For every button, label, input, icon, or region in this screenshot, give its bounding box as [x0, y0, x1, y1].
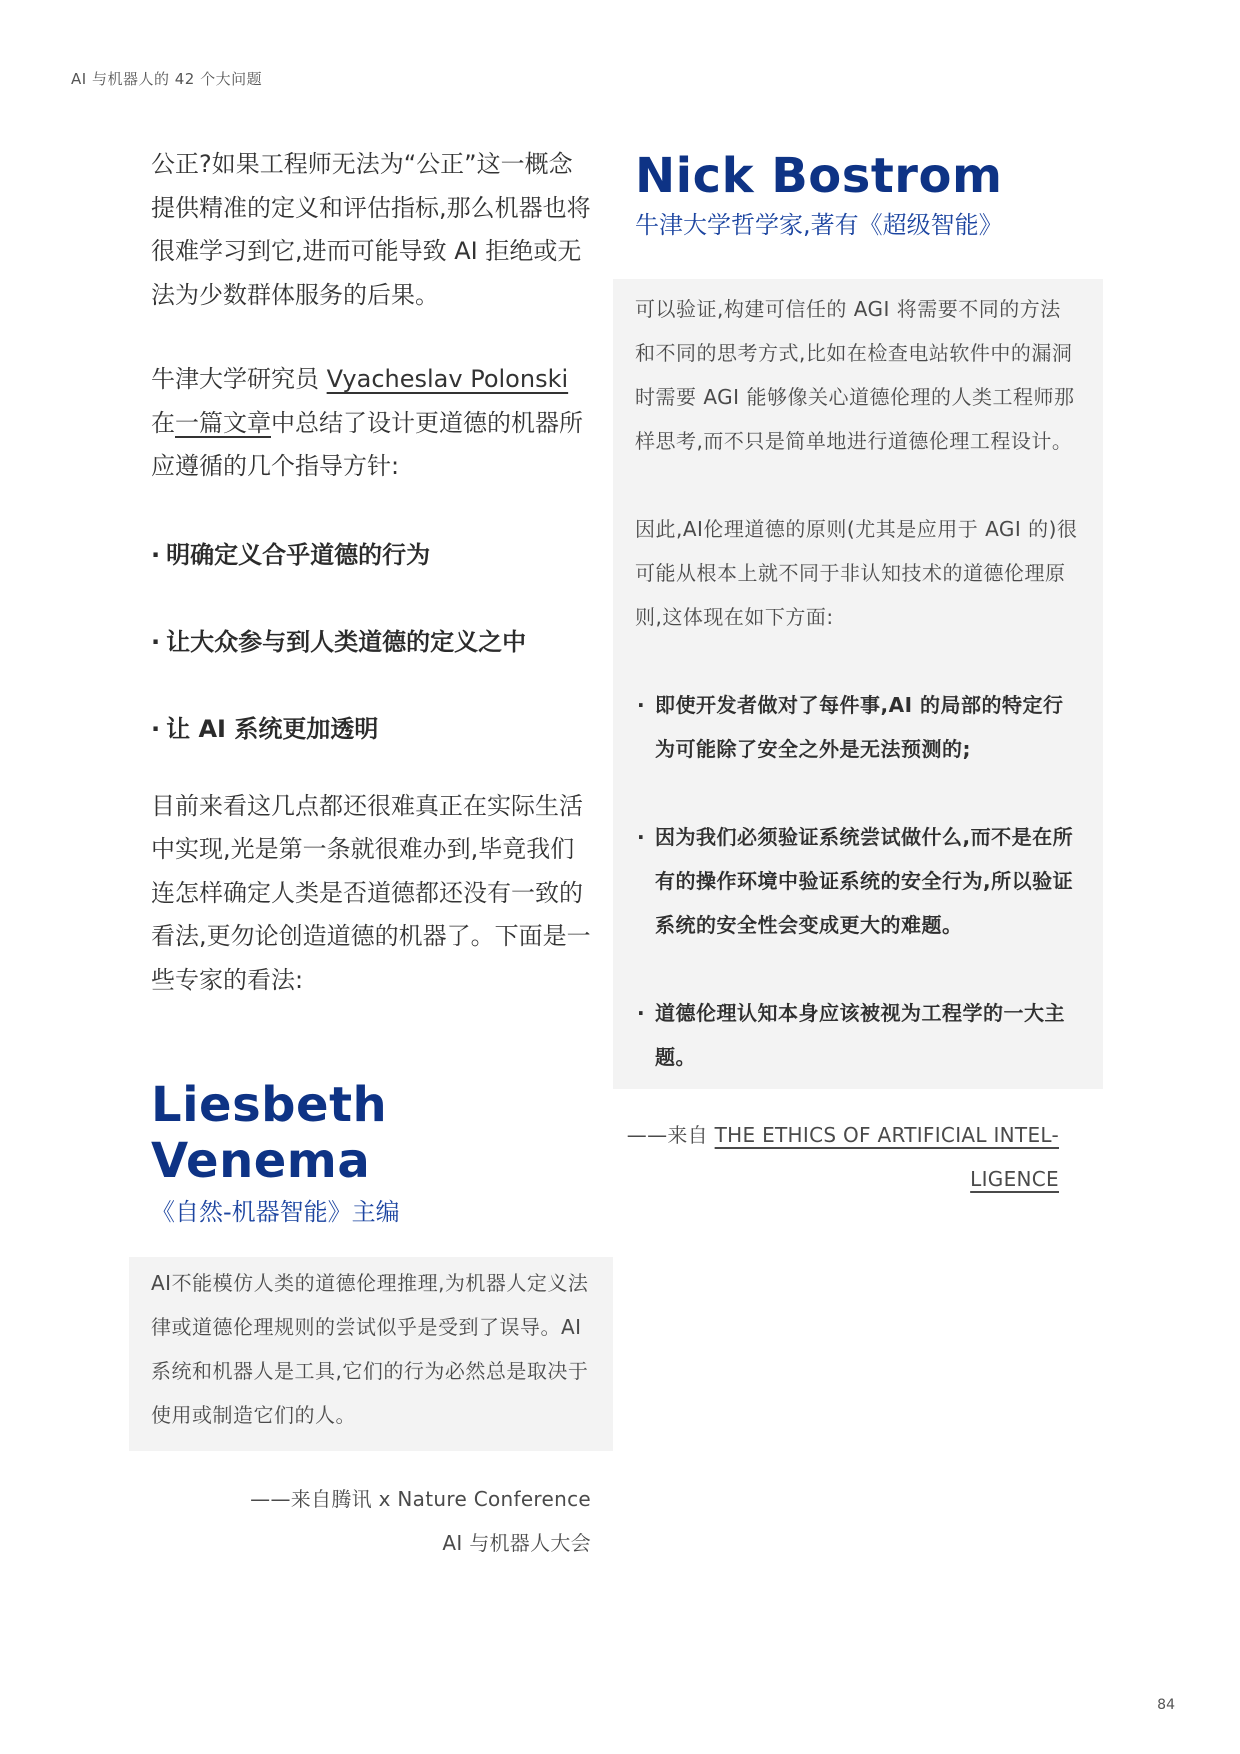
quote-source-bostrom: ——来自 THE ETHICS OF ARTIFICIAL INTEL-LIGENCE: [626, 1123, 1059, 1191]
list-item: · 道德伦理认知本身应该被视为工程学的一大主题。: [637, 1001, 1065, 1069]
paragraph-fairness: 公正?如果工程师无法为“公正”这一概念提供精准的定义和评估指标,那么机器也将很难学习到它,进而可能导致 AI 拒绝或无法为少数群体服务的后果。: [151, 150, 591, 309]
quote-box-bostrom: [613, 279, 1103, 1089]
right-column: [626, 148, 1125, 1201]
ethics-of-ai-link[interactable]: THE ETHICS OF ARTIFICIAL INTEL-LIGENCE: [714, 1123, 1059, 1191]
list-item: · 让 AI 系统更加透明: [151, 714, 379, 743]
page-number: 84: [1157, 1697, 1175, 1713]
expert-name-bostrom: Nick Bostrom: [635, 148, 1003, 204]
list-item: · 即使开发者做对了每件事,AI 的局部的特定行为可能除了安全之外是无法预测的;: [637, 693, 1064, 761]
quote-source-venema: ——来自腾讯 x Nature Conference AI 与机器人大会: [250, 1487, 591, 1555]
expert-title-bostrom: 牛津大学哲学家,著有《超级智能》: [635, 211, 1003, 239]
list-item: · 让大众参与到人类道德的定义之中: [151, 627, 527, 656]
article-link[interactable]: 一篇文章: [175, 408, 271, 437]
guideline-list: [151, 534, 591, 751]
list-item: · 明确定义合乎道德的行为: [151, 540, 431, 569]
expert-name-venema: Liesbeth Venema: [151, 1077, 388, 1189]
left-column: [151, 143, 591, 1565]
quote-text: 因此,AI伦理道德的原则(尤其是应用于 AGI 的)很可能从根本上就不同于非认知技术的道德伦理原则,这体现在如下方面:: [635, 517, 1078, 629]
expert-title-venema: 《自然-机器智能》主编: [151, 1198, 400, 1226]
paragraph-current-status: 目前来看这几点都还很难真正在实际生活中实现,光是第一条就很难办到,毕竟我们连怎样确定人类是否道德都还没有一致的看法,更勿论创造道德的机器了。下面是一些专家的看法:: [151, 791, 591, 994]
quote-box-venema: [129, 1257, 613, 1451]
polonski-link[interactable]: Vyacheslav Polonski: [326, 365, 569, 393]
paragraph-polonski: 牛津大学研究员 Vyacheslav Polonski 在一篇文章中总结了设计更道德的机器所应遵循的几个指导方针:: [151, 365, 583, 480]
quote-bullet-list: [635, 683, 1081, 1079]
quote-text: AI不能模仿人类的道德伦理推理,为机器人定义法律或道德伦理规则的尝试似乎是受到了误导。AI 系统和机器人是工具,它们的行为必然总是取决于使用或制造它们的人。: [151, 1271, 589, 1427]
quote-text: 可以验证,构建可信任的 AGI 将需要不同的方法和不同的思考方式,比如在检查电站软件中的漏洞时需要 AGI 能够像关心道德伦理的人类工程师那样思考,而不只是简单地进行道德伦理工程设计。: [635, 297, 1075, 453]
list-item: · 因为我们必须验证系统尝试做什么,而不是在所有的操作环境中验证系统的安全行为,所以验证系统的安全性会变成更大的难题。: [637, 825, 1074, 937]
running-header: AI 与机器人的 42 个大问题: [71, 70, 263, 88]
